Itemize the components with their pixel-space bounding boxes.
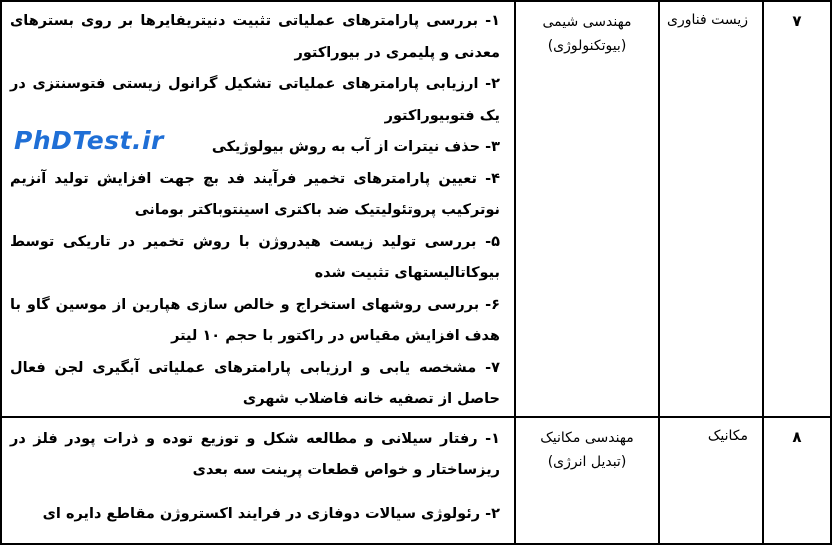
topics-cell xyxy=(1,1,515,417)
table-row xyxy=(1,1,831,417)
major-name: مهندسی شیمی xyxy=(542,14,632,30)
watermark-logo: PhDTest.ir xyxy=(14,126,164,155)
row-number-cell xyxy=(763,417,831,545)
row-number: ۷ xyxy=(792,12,802,30)
row-number: ۸ xyxy=(792,427,802,446)
field-name: مکانیک xyxy=(707,427,748,444)
topic-item: ۴- تعیین پارامترهای تخمیر فرآیند فد بچ جهت افزایش تولید آنزیم نوترکیب پروتئولیتیک ضد باکتری اسینتوباکتر بومانی xyxy=(10,170,500,218)
topic-item: ۶- بررسی روشهای استخراج و خالص سازی هپارین از موسین گاو با هدف افزایش مقیاس در راکتور با حجم ۱۰ لیتر xyxy=(10,296,500,344)
major-name: مهندسی مکانیک xyxy=(540,429,634,446)
major-cell xyxy=(515,417,659,545)
field-name: زیست فناوری xyxy=(666,12,748,28)
topics-list xyxy=(2,2,514,416)
field-cell xyxy=(659,1,763,417)
major-cell xyxy=(515,1,659,417)
topic-item: ۲- رئولوژی سیالات دوفازی در فرایند اکستروژن مقاطع دایره ای xyxy=(42,505,500,522)
major-specialization: (بیوتکنولوژی) xyxy=(547,38,627,54)
topic-item: ۱- رفتار سیلانی و مطالعه شکل و توزیع توده و ذرات پودر فلز در ریزساختار و خواص قطعات پرینت سه بعدی xyxy=(10,430,500,478)
topics-cell xyxy=(1,417,515,545)
topic-item: ۱- بررسی پارامترهای عملیاتی تثبیت دنیتریفایرها بر روی بسترهای معدنی و پلیمری در بیوراکتور xyxy=(10,13,500,61)
topics-list xyxy=(2,418,514,530)
field-cell xyxy=(659,417,763,545)
major-specialization: (تبدیل انرژی) xyxy=(547,453,627,470)
table-row xyxy=(1,417,831,545)
topic-item: ۵- بررسی تولید زیست هیدروژن با روش تخمیر در تاریکی توسط بیوکاتالیستهای تثبیت شده xyxy=(10,233,500,281)
row-number-cell xyxy=(763,1,831,417)
topic-item: ۷- مشخصه یابی و ارزیابی پارامترهای عملیاتی آبگیری لجن فعال حاصل از تصفیه خانه فاضلاب شهری xyxy=(10,359,500,407)
topic-item: ۳- حذف نیترات از آب به روش بیولوژیکی xyxy=(211,139,500,155)
topic-item: ۲- ارزیابی پارامترهای عملیاتی تشکیل گرانول زیستی فتوسنتزی در یک فتوبیوراکتور xyxy=(10,76,500,124)
